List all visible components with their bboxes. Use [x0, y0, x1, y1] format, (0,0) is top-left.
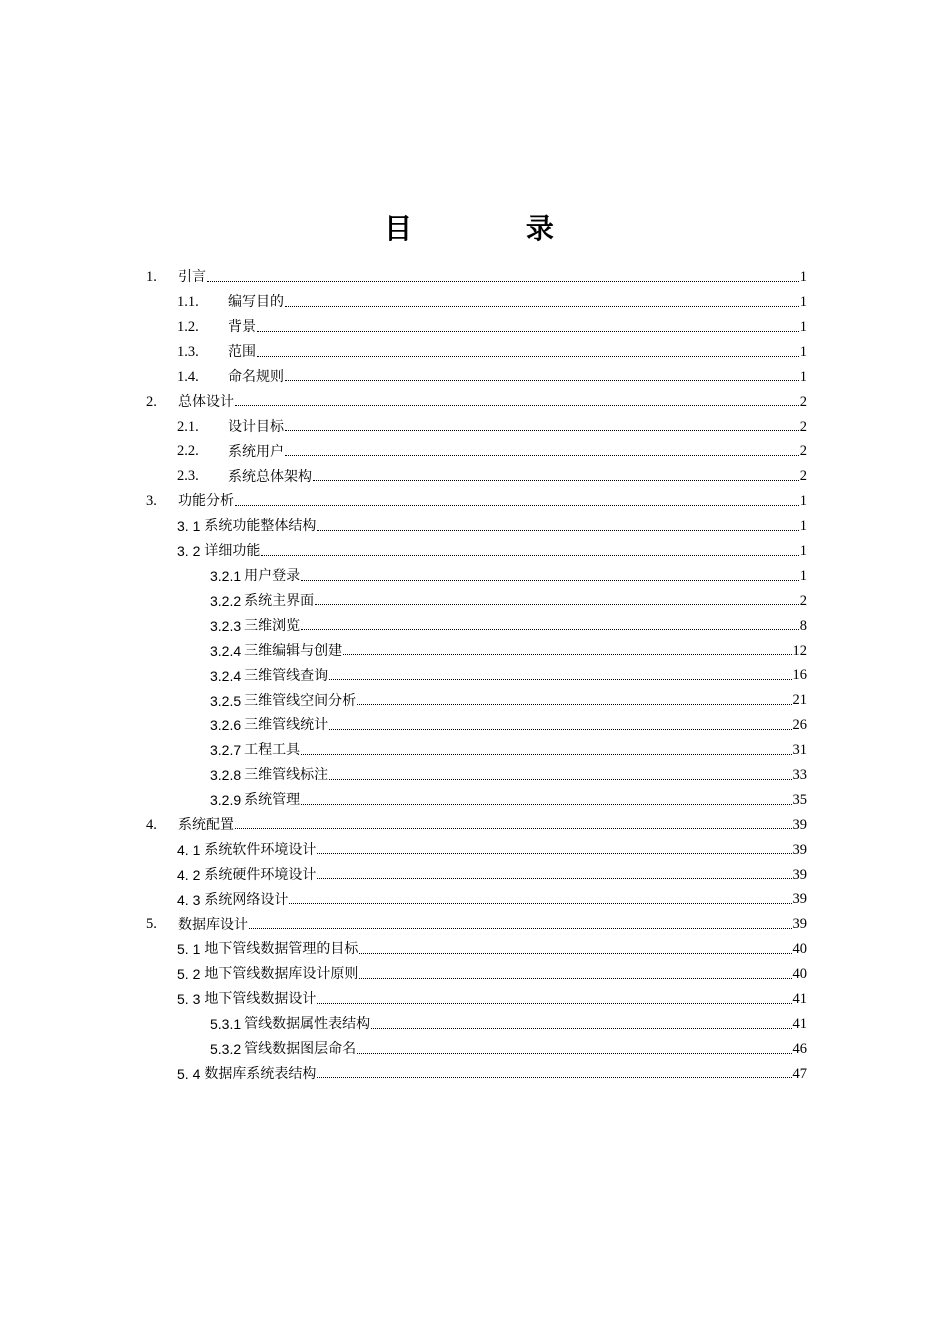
- toc-entry[interactable]: [146, 912, 807, 937]
- toc-entry[interactable]: [146, 962, 807, 987]
- toc-entry-page-number: 1: [799, 542, 807, 559]
- dot-leader: [285, 379, 799, 381]
- toc-entry-number: 2.3.: [177, 468, 199, 485]
- toc-entry-number: 3.2.4: [210, 642, 242, 659]
- toc-entry-page-number: 40: [792, 941, 807, 958]
- toc-entry-number: 3.2.3: [210, 617, 242, 634]
- toc-entry-page-number: 2: [799, 443, 807, 460]
- dot-leader: [301, 579, 799, 581]
- toc-entry-label: 详细功能: [204, 543, 261, 560]
- toc-entry-page-number: 39: [792, 816, 807, 833]
- toc-entry[interactable]: [146, 613, 807, 638]
- toc-entry-label: 系统网络设计: [204, 891, 289, 908]
- toc-entry-number: 3.2.6: [210, 717, 242, 734]
- toc-entry-number: 5. 4: [177, 1065, 201, 1082]
- dot-leader: [301, 753, 791, 755]
- toc-entry[interactable]: [146, 315, 807, 340]
- toc-entry-label: 数据库系统表结构: [204, 1065, 317, 1082]
- toc-entry-page-number: 1: [799, 493, 807, 510]
- dot-leader: [329, 728, 791, 730]
- toc-entry[interactable]: [146, 414, 807, 439]
- toc-entry-page-number: 35: [792, 791, 807, 808]
- toc-entry-page-number: 1: [799, 567, 807, 584]
- dot-leader: [371, 1027, 791, 1029]
- toc-entry[interactable]: [146, 1062, 807, 1087]
- toc-entry-label: 地下管线数据库设计原则: [204, 966, 359, 983]
- toc-entry[interactable]: [146, 365, 807, 390]
- toc-entry-label: 系统功能整体结构: [204, 518, 317, 535]
- toc-entry-label: 引言: [178, 269, 206, 286]
- toc-entry-label: 用户登录: [244, 568, 301, 585]
- toc-entry-number: 1.3.: [177, 343, 199, 360]
- dot-leader: [357, 703, 791, 705]
- toc-entry-page-number: 1: [799, 318, 807, 335]
- toc-entry[interactable]: [146, 688, 807, 713]
- toc-entry-label: 系统软件环境设计: [204, 841, 317, 858]
- toc-entry[interactable]: [146, 589, 807, 614]
- toc-entry-number: 5. 1: [177, 941, 201, 958]
- dot-leader: [289, 902, 791, 904]
- toc-entry[interactable]: [146, 738, 807, 763]
- toc-entry-page-number: 2: [799, 418, 807, 435]
- toc-entry-label: 背景: [228, 319, 256, 336]
- dot-leader: [343, 653, 791, 655]
- toc-entry-number: 3.2.5: [210, 692, 242, 709]
- toc-entry[interactable]: [146, 987, 807, 1012]
- toc-entry[interactable]: [146, 862, 807, 887]
- toc-entry-label: 数据库设计: [178, 916, 248, 933]
- toc-entry-page-number: 39: [792, 891, 807, 908]
- toc-entry[interactable]: [146, 1012, 807, 1037]
- toc-entry-label: 系统硬件环境设计: [204, 866, 317, 883]
- dot-leader: [329, 678, 791, 680]
- toc-entry-label: 三维浏览: [244, 617, 301, 634]
- toc-entry-page-number: 39: [792, 916, 807, 933]
- toc-entry[interactable]: [146, 439, 807, 464]
- toc-entry-page-number: 41: [792, 1015, 807, 1032]
- dot-leader: [317, 1002, 791, 1004]
- dot-leader: [207, 280, 799, 282]
- toc-entry[interactable]: [146, 290, 807, 315]
- dot-leader: [317, 1076, 791, 1078]
- table-of-contents: [146, 265, 807, 1086]
- toc-entry-label: 总体设计: [178, 393, 234, 410]
- dot-leader: [357, 1052, 791, 1054]
- dot-leader: [235, 404, 799, 406]
- toc-entry-label: 系统主界面: [244, 593, 315, 610]
- toc-entry-page-number: 1: [799, 343, 807, 360]
- toc-entry-label: 功能分析: [178, 493, 234, 510]
- toc-entry-number: 4.: [146, 816, 157, 833]
- dot-leader: [301, 628, 799, 630]
- toc-entry-label: 系统用户: [228, 443, 284, 460]
- toc-entry-page-number: 26: [792, 717, 807, 734]
- dot-leader: [285, 305, 799, 307]
- toc-entry-page-number: 46: [792, 1040, 807, 1057]
- toc-entry-page-number: 39: [792, 841, 807, 858]
- toc-entry[interactable]: [146, 837, 807, 862]
- dot-leader: [359, 977, 791, 979]
- dot-leader: [315, 603, 799, 605]
- dot-leader: [235, 827, 792, 829]
- dot-leader: [285, 429, 799, 431]
- dot-leader: [317, 852, 791, 854]
- toc-entry[interactable]: [146, 340, 807, 365]
- toc-entry-label: 系统总体架构: [228, 468, 312, 485]
- toc-entry-label: 三维编辑与创建: [244, 642, 343, 659]
- toc-entry[interactable]: [146, 564, 807, 589]
- toc-entry-label: 三维管线查询: [244, 667, 329, 684]
- toc-entry-number: 3. 2: [177, 543, 201, 560]
- dot-leader: [359, 952, 791, 954]
- toc-entry-page-number: 41: [792, 991, 807, 1008]
- toc-entry-page-number: 39: [792, 866, 807, 883]
- dot-leader: [317, 877, 791, 879]
- toc-entry-number: 2.1.: [177, 418, 199, 435]
- toc-entry-number: 4. 3: [177, 891, 201, 908]
- toc-entry-page-number: 2: [799, 468, 807, 485]
- toc-entry[interactable]: [146, 638, 807, 663]
- toc-entry-number: 5.3.2: [210, 1041, 242, 1058]
- toc-entry[interactable]: [146, 887, 807, 912]
- toc-entry-number: 1.4.: [177, 368, 199, 385]
- toc-entry[interactable]: [146, 1037, 807, 1062]
- toc-entry-number: 3.: [146, 493, 157, 510]
- toc-entry-number: 1.2.: [177, 318, 199, 335]
- toc-entry[interactable]: [146, 813, 807, 838]
- toc-entry[interactable]: [146, 663, 807, 688]
- toc-entry-label: 三维管线空间分析: [244, 692, 357, 709]
- toc-entry-number: 1.: [146, 269, 157, 286]
- toc-entry-page-number: 1: [799, 518, 807, 535]
- toc-entry[interactable]: [146, 937, 807, 962]
- dot-leader: [329, 778, 791, 780]
- toc-entry-label: 工程工具: [244, 742, 301, 759]
- toc-entry-number: 3.2.9: [210, 792, 242, 809]
- toc-entry-number: 3.2.8: [210, 767, 242, 784]
- toc-entry-page-number: 33: [792, 767, 807, 783]
- toc-entry-number: 4. 2: [177, 866, 201, 883]
- toc-entry-number: 3.2.2: [210, 593, 242, 610]
- toc-entry-label: 地下管线数据管理的目标: [204, 941, 359, 958]
- toc-entry-number: 3.2.7: [210, 742, 242, 759]
- dot-leader: [285, 454, 799, 456]
- toc-entry-page-number: 8: [799, 617, 807, 634]
- dot-leader: [249, 927, 792, 929]
- toc-entry[interactable]: [146, 514, 807, 539]
- toc-entry[interactable]: [146, 713, 807, 738]
- toc-entry-label: 管线数据属性表结构: [244, 1016, 371, 1033]
- toc-entry-label: 命名规则: [228, 369, 284, 385]
- toc-entry-number: 1.1.: [177, 294, 199, 311]
- toc-entry-label: 范围: [228, 344, 256, 361]
- toc-title: 目 录: [384, 212, 606, 245]
- toc-entry[interactable]: [146, 539, 807, 564]
- toc-entry-label: 管线数据图层命名: [244, 1041, 357, 1058]
- toc-entry-number: 5.3.1: [210, 1016, 242, 1033]
- toc-entry-label: 地下管线数据设计: [204, 991, 317, 1008]
- toc-entry-page-number: 2: [799, 393, 807, 410]
- toc-entry-label: 系统配置: [178, 817, 234, 834]
- toc-entry-number: 3.2.4: [210, 667, 242, 684]
- toc-entry-number: 2.: [146, 393, 157, 410]
- toc-entry-number: 4. 1: [177, 841, 201, 858]
- dot-leader: [261, 554, 798, 556]
- dot-leader: [257, 330, 799, 332]
- dot-leader: [317, 529, 798, 531]
- toc-entry-number: 3. 1: [177, 518, 201, 535]
- toc-entry-page-number: 1: [799, 368, 807, 385]
- toc-entry[interactable]: [146, 464, 807, 489]
- toc-entry-number: 5.: [146, 916, 157, 933]
- toc-entry[interactable]: [146, 489, 807, 514]
- toc-entry-page-number: 31: [792, 742, 807, 759]
- toc-entry-number: 5. 2: [177, 966, 201, 983]
- dot-leader: [313, 479, 799, 481]
- toc-entry-page-number: 2: [799, 592, 807, 609]
- toc-entry-number: 2.2.: [177, 443, 199, 460]
- toc-entry-page-number: 21: [792, 692, 807, 709]
- toc-entry-label: 系统管理: [244, 792, 301, 809]
- toc-entry-number: 5. 3: [177, 991, 201, 1008]
- toc-entry-page-number: 1: [799, 269, 807, 286]
- dot-leader: [235, 504, 799, 506]
- toc-entry-page-number: 1: [799, 294, 807, 311]
- toc-entry[interactable]: [146, 788, 807, 813]
- toc-entry-page-number: 16: [792, 667, 807, 684]
- toc-entry-page-number: 40: [792, 966, 807, 983]
- toc-entry-page-number: 47: [792, 1065, 807, 1082]
- toc-entry-number: 3.2.1: [210, 568, 242, 585]
- toc-entry-label: 设计目标: [228, 418, 284, 435]
- dot-leader: [301, 803, 791, 805]
- toc-entry-label: 三维管线标注: [244, 767, 329, 784]
- toc-entry[interactable]: [146, 389, 807, 414]
- toc-entry-label: 三维管线统计: [244, 717, 329, 734]
- dot-leader: [257, 355, 799, 357]
- toc-entry-page-number: 12: [792, 642, 807, 659]
- toc-entry-label: 编写目的: [228, 294, 284, 311]
- toc-entry[interactable]: [146, 763, 807, 788]
- toc-entry[interactable]: [146, 265, 807, 290]
